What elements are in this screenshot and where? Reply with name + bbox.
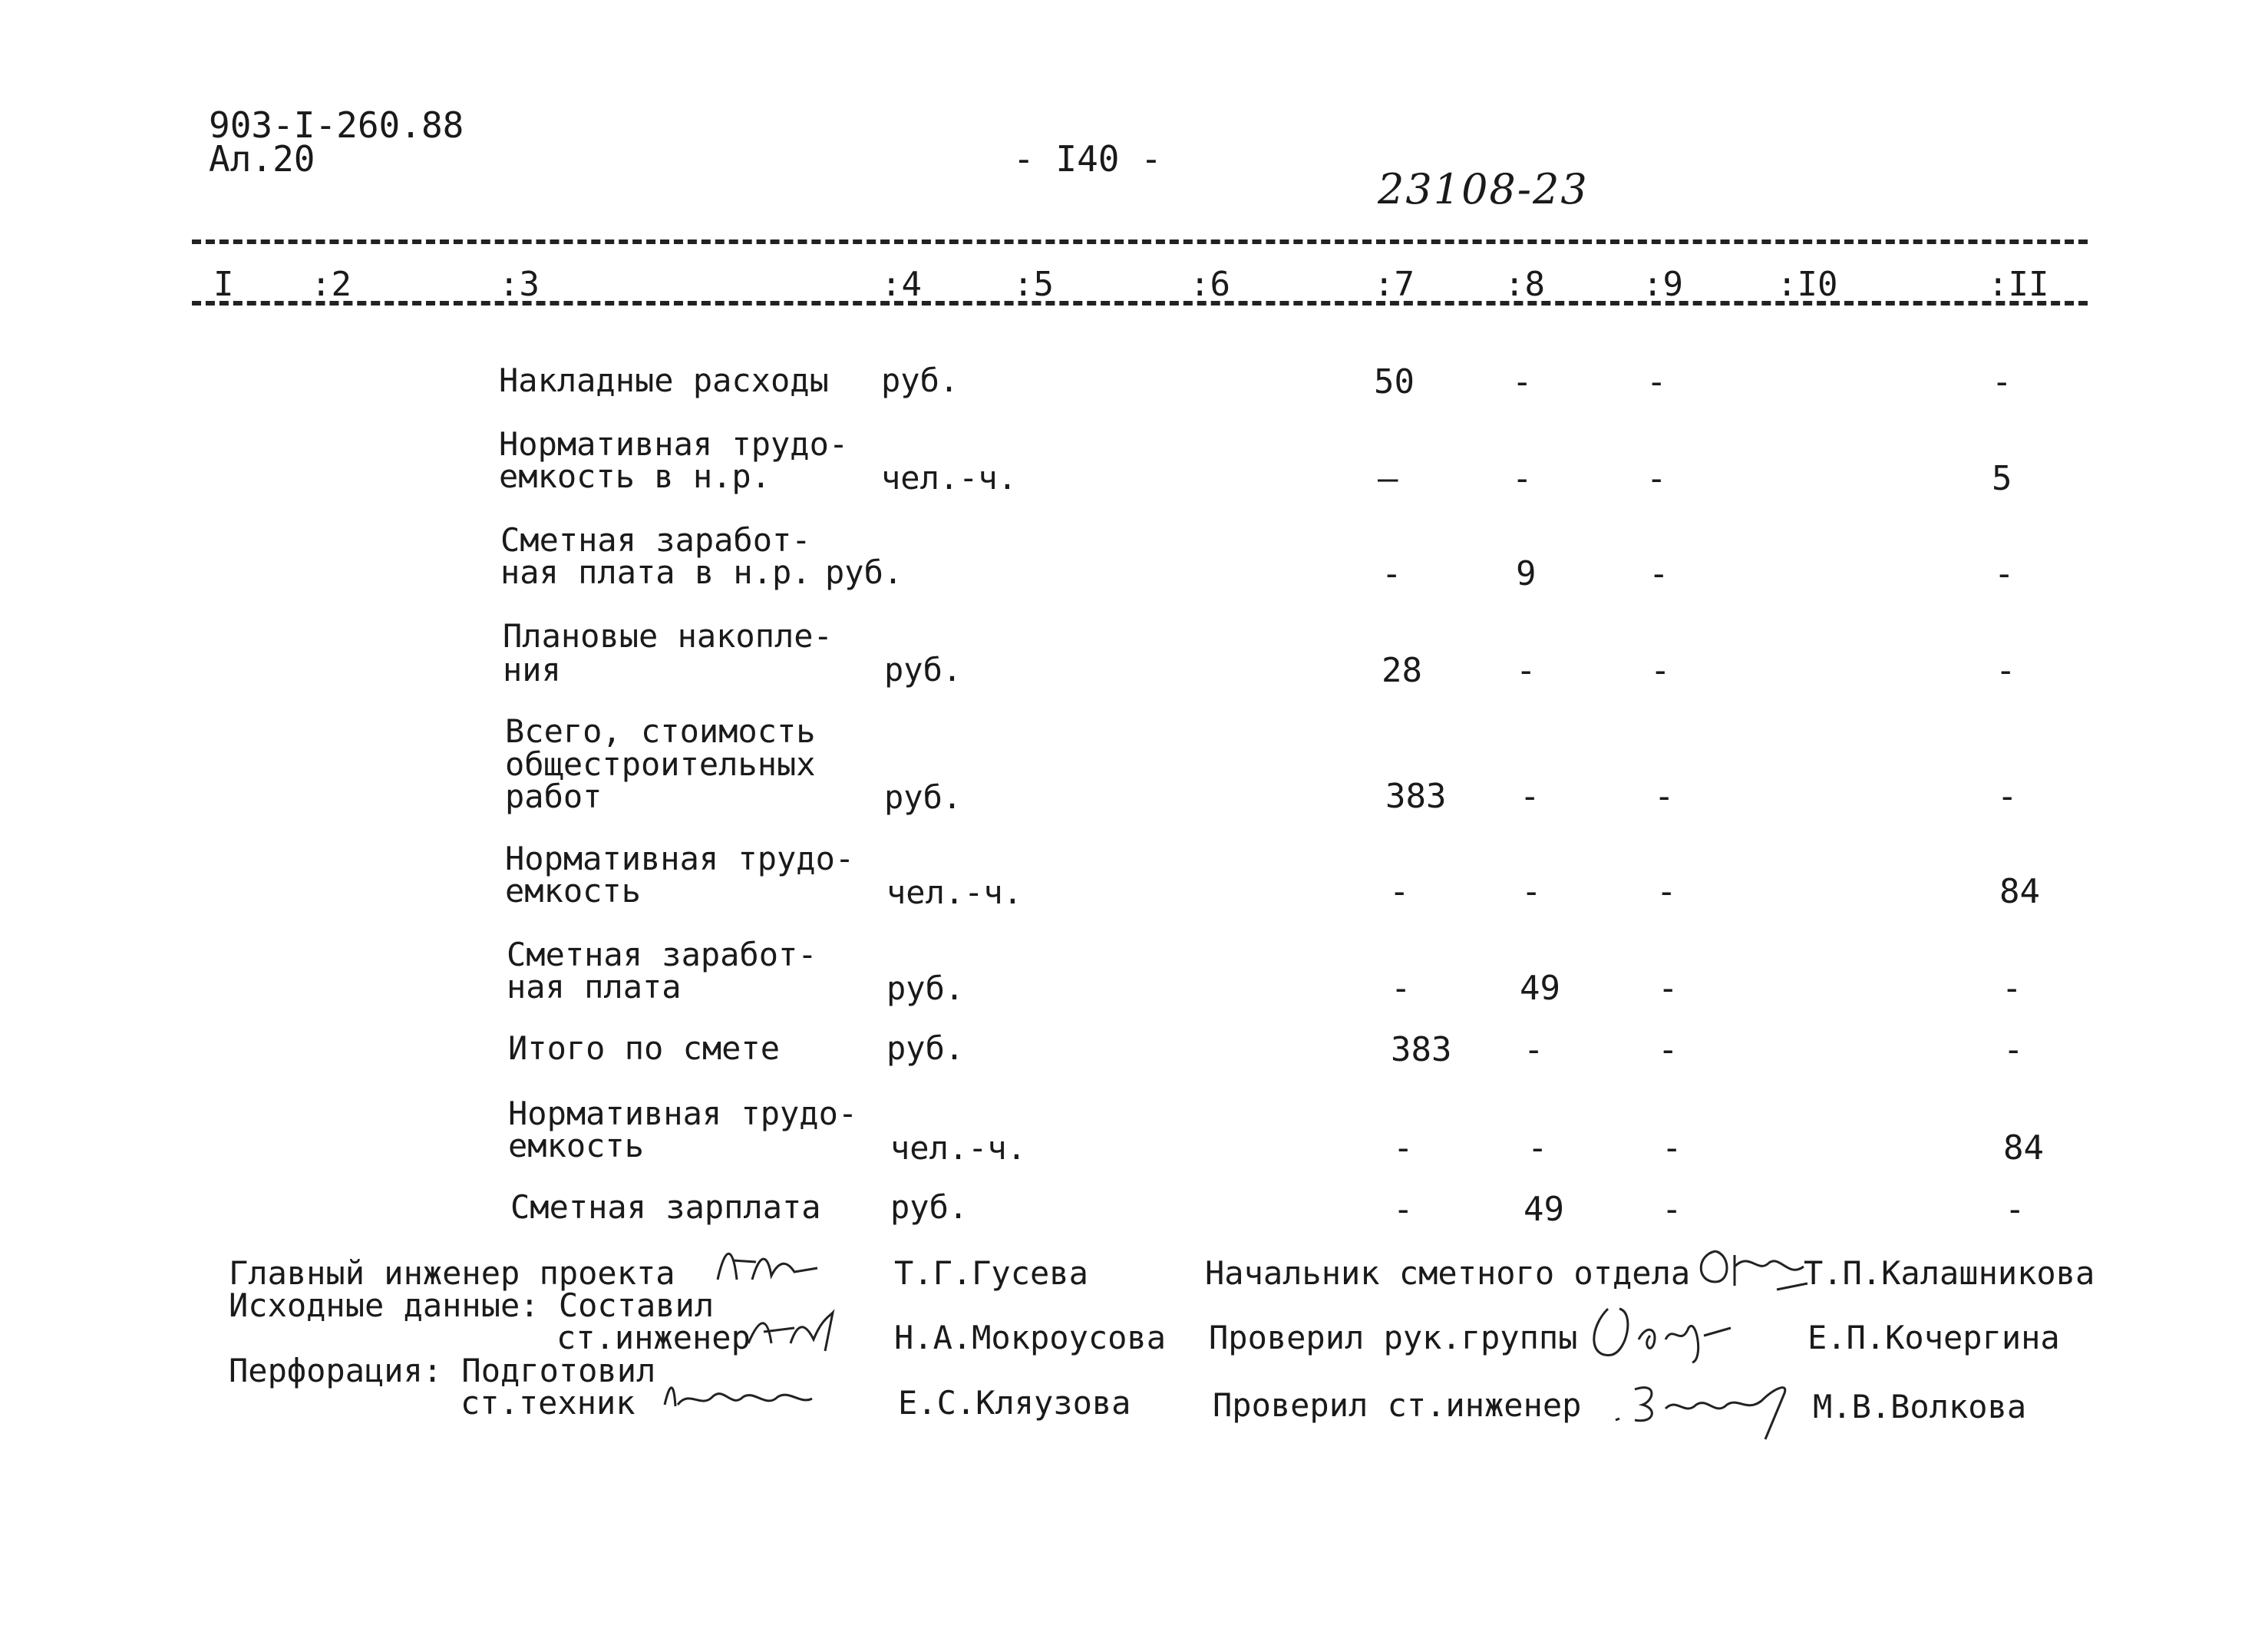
cell-col11: 5 (1992, 459, 2012, 498)
cell-col9: - (1649, 554, 1669, 593)
row-label: Нормативная трудо- (508, 1095, 858, 1132)
chief-engineer-name: Т.Г.Гусева (894, 1254, 1088, 1292)
signature (1581, 1297, 1735, 1366)
cell-col9: - (1662, 1128, 1682, 1168)
column-number: :7 (1374, 265, 1415, 304)
row-label: емкость (505, 872, 642, 910)
row-label: Плановые накопле- (503, 617, 833, 655)
page-number: - I40 - (1013, 138, 1162, 180)
cell-col7: - (1391, 969, 1411, 1008)
cell-col9: - (1658, 969, 1679, 1008)
group-check-title: Проверил рук.группы (1209, 1319, 1578, 1356)
cell-col9: - (1654, 777, 1675, 816)
signature (710, 1237, 825, 1291)
row-label: Итого по смете (508, 1029, 781, 1067)
column-number: :I0 (1777, 265, 1838, 304)
signature (741, 1305, 848, 1359)
cell-col7: - (1382, 554, 1402, 593)
row-label: Нормативная трудо- (505, 840, 855, 877)
group-check-name: Е.П.Кочергина (1807, 1319, 2060, 1356)
row-label: Сметная заработ- (500, 521, 811, 559)
row-unit: руб. (884, 651, 962, 689)
row-label: Нормативная трудо- (499, 425, 849, 463)
row-label: ная плата (507, 968, 682, 1006)
cell-col11: 84 (1999, 872, 2040, 911)
row-unit: руб. (886, 969, 965, 1007)
cell-col11: - (1997, 777, 2018, 816)
engineer-check-name: М.В.Волкова (1813, 1388, 2027, 1425)
perforation-label: Перфорация: Подготовил (229, 1352, 656, 1389)
cell-col11: - (1996, 651, 2016, 690)
row-unit: руб. (890, 1188, 969, 1226)
row-label: Сметная заработ- (507, 936, 817, 973)
column-number: :3 (499, 265, 540, 304)
cell-col11: - (1994, 554, 2015, 593)
column-number: :6 (1190, 265, 1230, 304)
cell-col9: - (1662, 1190, 1682, 1229)
cell-col11: 84 (2003, 1128, 2044, 1168)
senior-engineer-title: ст.инженер (556, 1319, 751, 1356)
column-number: I (213, 265, 234, 304)
column-number: :4 (881, 265, 922, 304)
row-label: емкость (508, 1127, 645, 1164)
cell-col9: - (1646, 459, 1667, 498)
senior-technician-name: Е.С.Кляузова (898, 1384, 1131, 1422)
cell-col8: - (1527, 1128, 1548, 1168)
column-number: :II (1988, 265, 2049, 304)
cell-col8: - (1524, 1030, 1544, 1069)
row-label: емкость в н.р. (499, 457, 771, 495)
row-label: Накладные расходы (499, 362, 829, 399)
cell-col9: - (1656, 872, 1677, 911)
engineer-check-title: Проверил ст.инженер (1213, 1386, 1582, 1424)
cell-col7: 50 (1374, 362, 1415, 401)
cell-col11: - (2005, 1190, 2025, 1229)
row-label: Сметная зарплата (510, 1188, 821, 1226)
sheet-number: Ал.20 (209, 138, 315, 180)
row-unit: руб. (881, 362, 959, 399)
signature (1612, 1366, 1796, 1443)
chief-engineer-title: Главный инженер проекта (229, 1254, 675, 1292)
row-label: общестроительных (505, 745, 816, 783)
rule-top (192, 239, 2088, 244)
source-data-label: Исходные данные: Составил (229, 1287, 715, 1324)
row-label: работ (505, 778, 602, 815)
column-number: :2 (311, 265, 352, 304)
row-unit: чел.-ч. (886, 874, 1023, 911)
cell-col7: - (1389, 872, 1410, 911)
cell-col11: - (1992, 362, 2012, 401)
signature (1692, 1236, 1815, 1297)
cell-col8: - (1516, 651, 1537, 690)
cell-col8: - (1512, 459, 1533, 498)
cell-col7: 383 (1391, 1030, 1452, 1069)
cell-col7: — (1378, 459, 1398, 498)
cell-col9: - (1646, 362, 1667, 401)
cell-col11: - (2003, 1030, 2024, 1069)
cell-col8: - (1520, 777, 1540, 816)
senior-engineer-name: Н.А.Мокроусова (894, 1319, 1167, 1356)
row-unit: руб. (884, 778, 962, 816)
cell-col9: - (1650, 651, 1671, 690)
row-label: ния (503, 651, 561, 689)
estimate-head-name: Т.П.Калашникова (1804, 1254, 2095, 1292)
row-unit: чел.-ч. (881, 459, 1018, 497)
estimate-head-title: Начальник сметного отдела (1205, 1254, 1691, 1292)
cell-col9: - (1658, 1030, 1679, 1069)
cell-col7: 28 (1382, 651, 1422, 690)
cell-col7: - (1393, 1190, 1414, 1229)
cell-col8: 9 (1516, 554, 1537, 593)
doc-code: 903-I-260.88 (209, 104, 464, 146)
signature (659, 1374, 820, 1420)
senior-technician-title: ст.техник (461, 1384, 636, 1422)
cell-col8: 49 (1524, 1190, 1564, 1229)
row-unit: руб. (886, 1029, 965, 1067)
cell-col8: 49 (1520, 969, 1560, 1008)
cell-col7: - (1393, 1128, 1414, 1168)
cell-col8: - (1512, 362, 1533, 401)
column-number: :5 (1013, 265, 1054, 304)
cell-col11: - (2002, 969, 2022, 1008)
column-number: :9 (1642, 265, 1683, 304)
row-label: ная плата в н.р. (500, 553, 811, 591)
cell-col8: - (1521, 872, 1542, 911)
cell-col7: 383 (1385, 777, 1447, 816)
row-unit: руб. (825, 553, 903, 591)
row-unit: чел.-ч. (890, 1129, 1027, 1167)
row-label: Всего, стоимость (505, 712, 816, 750)
handwritten-number: 23108-23 (1378, 165, 1589, 213)
column-number: :8 (1504, 265, 1545, 304)
